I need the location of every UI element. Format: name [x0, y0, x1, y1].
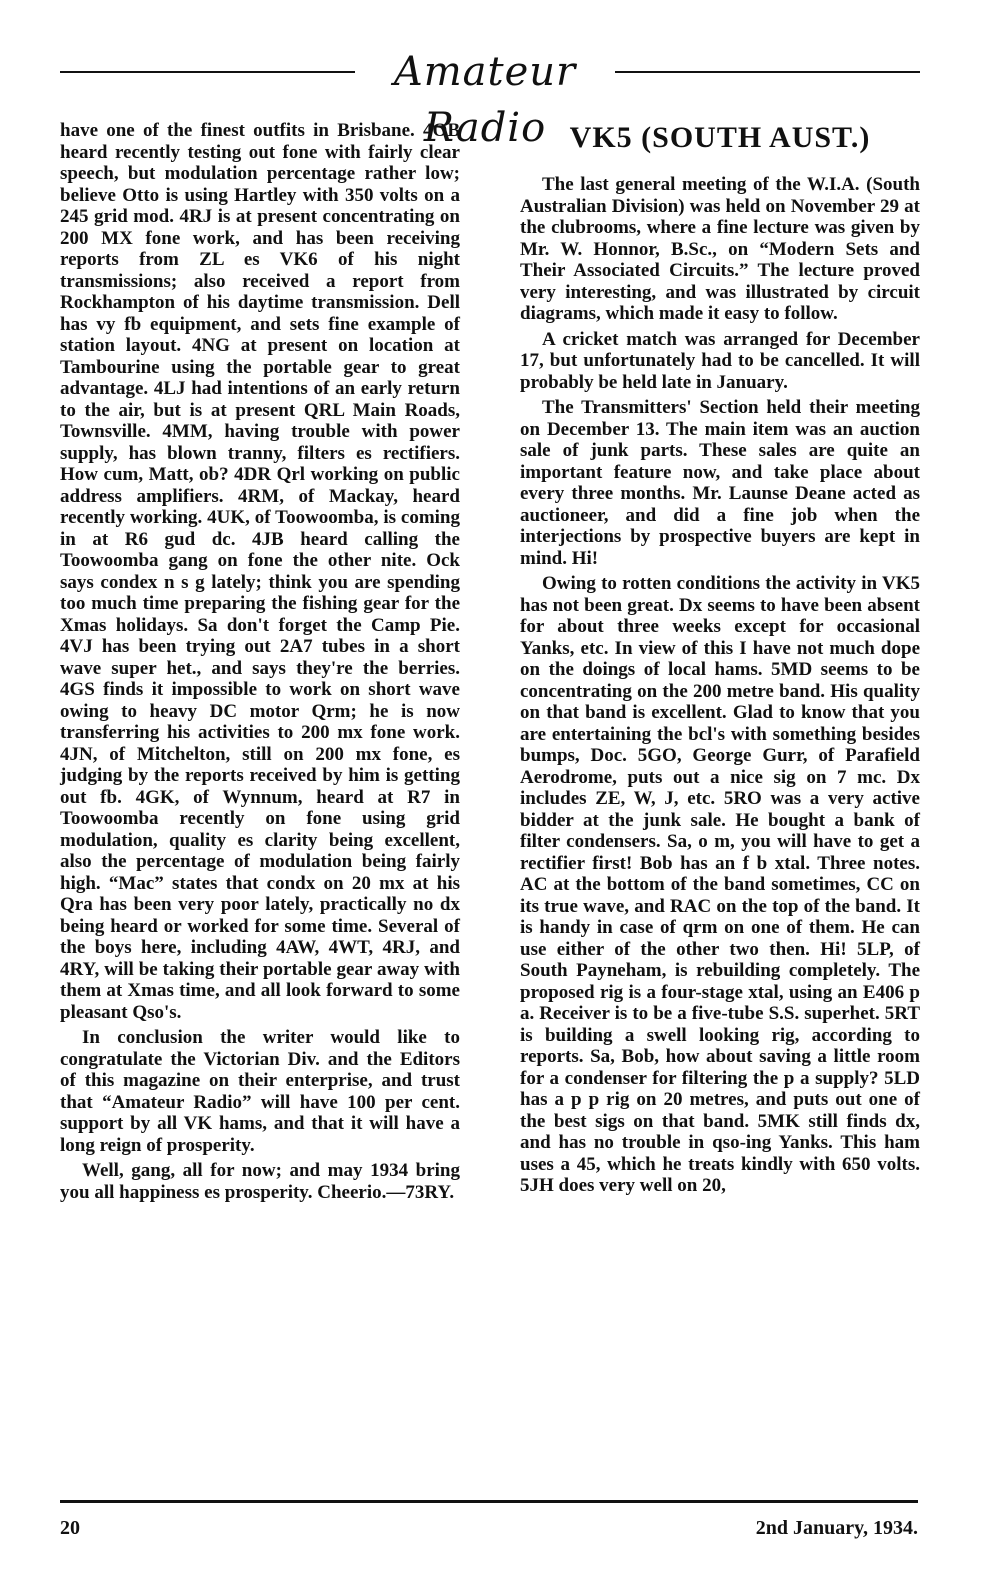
issue-date: 2nd January, 1934.	[755, 1517, 918, 1539]
masthead-title: Amateur Radio	[393, 49, 577, 151]
article-paragraph: In conclusion the writer would like to congratulate the Victorian Div. and the Editors of this magazine on their enterprise, and trust that “Amateur Radio” will have 100 per cent. support by all VK hams, and that it will have a long reign of prosperity.	[60, 1027, 460, 1156]
right-column	[520, 120, 920, 1201]
article-paragraph: Owing to rotten conditions the activity in VK5 has not been great. Dx seems to have been absent for about three weeks except for occasional Yanks, etc. In view of this I have not much dope on the doings of local hams. 5MD seems to be concentrating on the 200 metre band. His quality on that band is excellent. Glad to know that you are entertaining the bcl's with something besides bumps, Doc. 5GO, George Gurr, of Parafield Aerodrome, puts out a nice sig on 7 mc. Dx includes ZE, W, J, etc. 5RO was a very active bidder at the junk sale. He bought a bank of filter condensers. Sa, o m, you will have to get a rectifier first! Bob has an f b xtal. Three notes. AC at the bottom of the band sometimes, CC on its true wave, and RAC on the top of the band. It is handy in case of qrm on one of them. He can use either of the other two then. Hi! 5LP, of South Payneham, is rebuilding completely. The proposed rig is a four-stage xtal, using an E406 p a. Receiver is to be a five-tube S.S. superhet. 5RT is building a swell looking rig, according to reports. Sa, Bob, how about saving a little room for a condenser for filtering the p a supply? 5LD has a p p rig on 20 metres, and puts out one of the best sigs on that band. 5MK still finds dx, and has no trouble in qso-ing Yanks. This ham uses a 45, which he treats kindly with 650 volts. 5JH does very well on 20,	[520, 573, 920, 1196]
page-number: 20	[60, 1517, 80, 1539]
left-column	[60, 120, 460, 1207]
article-paragraph: A cricket match was arranged for December 17, but unfortunately had to be cancelled. It will probably be held late in January.	[520, 328, 920, 393]
masthead-rule-right	[615, 71, 920, 73]
article-paragraph: Well, gang, all for now; and may 1934 bring you all happiness es prosperity. Cheerio.—73RY.	[60, 1160, 460, 1203]
footer-rule	[60, 1500, 918, 1503]
article-paragraph: have one of the finest outfits in Brisbane. 4OB heard recently testing out fone with fairly clear speech, but modulation percentage rather low; believe Otto is using Hartley with 350 volts on a 245 grid mod. 4RJ is at present concentrating on 200 MX fone work, and has been receiving reports from ZL es VK6 of his night transmissions; also received a report from Rockhampton of his daytime transmission. Dell has vy fb equipment, and sets fine example of station layout. 4NG at present on location at Tambourine using the portable gear to great advantage. 4LJ had intentions of an early return to the air, but is at present QRL Main Roads, Townsville. 4MM, having trouble with power supply, has blown tranny, filters es rectifiers. How cum, Matt, ob? 4DR Qrl working on public address amplifiers. 4RM, of Mackay, heard recently working. 4UK, of Toowoomba, is coming in at R6 gud dc. 4JB heard calling the Toowoomba gang on fone the other nite. Ock says condex n s g lately; think you are spending too much time preparing the fishing gear for the Xmas holidays. Sa don't forget the Camp Pie. 4VJ has been trying out 2A7 tubes in a short wave super het., and says they're the berries. 4GS finds it impossible to work on short wave owing to heavy DC motor Qrm; he is now transferring his activities to 200 mx fone work. 4JN, of Mitchelton, still on 200 mx fone, es judging by the reports received by him is getting out fb. 4GK, of Wynnum, heard at R7 in Toowoomba recently on fone using grid modulation, quality es clarity being excellent, also the percentage of modulation being fairly high. “Mac” states that condx on 20 mx at his Qra has been very poor lately, practically no dx being heard or worked for some time. Several of the boys here, including 4AW, 4WT, 4RJ, and 4RY, will be taking their portable gear away with them at Xmas time, and all look forward to some pleasant Qso's.	[60, 120, 460, 1023]
article-paragraph: The Transmitters' Section held their meeting on December 13. The main item was an auction sale of junk parts. These sales are quite an important feature now, and take place about every three months. Mr. Launse Deane acted as auctioneer, and did a fine job when the interjections by prospective buyers are kept in mind. Hi!	[520, 397, 920, 569]
section-heading: VK5 (SOUTH AUST.)	[569, 121, 871, 154]
masthead-rule-left	[60, 71, 355, 73]
article-paragraph: The last general meeting of the W.I.A. (South Australian Division) was held on November 29 at the clubrooms, where a fine lecture was given by Mr. W. Honnor, B.Sc., on “Modern Sets and Their Associated Circuits.” The lecture proved very interesting, and was illustrated by circuit diagrams, which made it easy to follow.	[520, 174, 920, 324]
